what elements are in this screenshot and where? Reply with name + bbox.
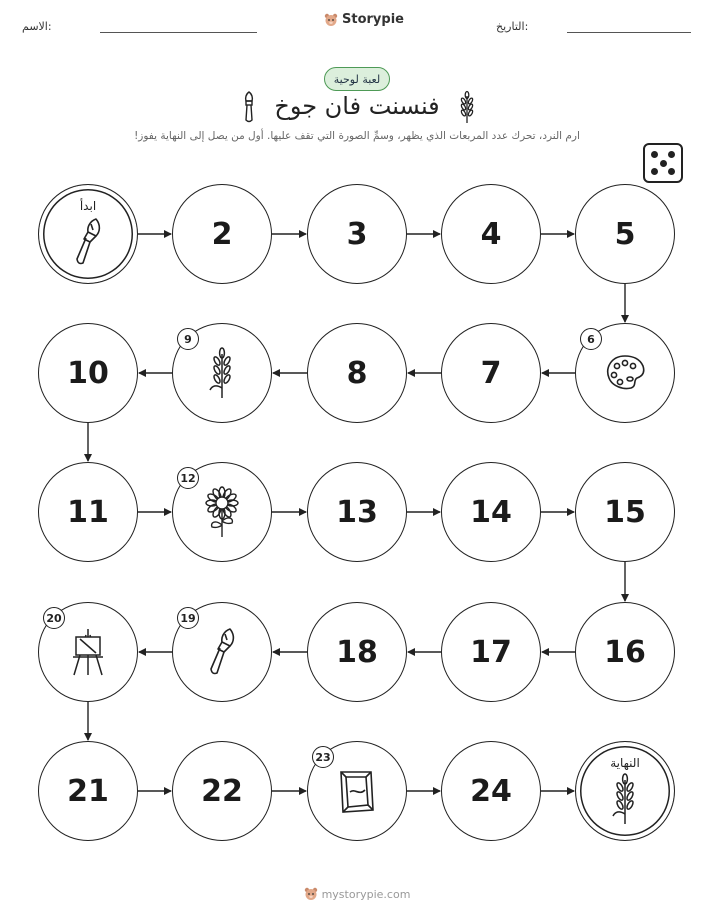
cell-number: 22 xyxy=(201,773,243,809)
cell-badge: 19 xyxy=(177,607,199,629)
instructions: ارم النرد، تحرك عدد المربعات الذي يظهر، وسمِّ الصورة التي تقف عليها. أول من يصل إلى النهاية يفوز! xyxy=(134,130,580,142)
cell-number: 2 xyxy=(211,216,233,252)
board-cell-15[interactable] xyxy=(575,462,675,562)
board-cell-11[interactable] xyxy=(38,462,138,562)
cell-number: 8 xyxy=(346,355,368,391)
cell-number: 4 xyxy=(480,216,502,252)
board-cell-20[interactable] xyxy=(38,602,138,702)
palette-icon xyxy=(603,346,647,400)
board-cell-23[interactable] xyxy=(307,741,407,841)
cell-number: 11 xyxy=(67,494,109,530)
cell-badge: 9 xyxy=(177,328,199,350)
wheat-icon xyxy=(200,346,244,400)
start-cell[interactable] xyxy=(38,184,138,284)
cell-badge: 23 xyxy=(312,746,334,768)
canvas-frame-icon xyxy=(335,764,379,818)
cell-number: 17 xyxy=(470,634,512,670)
page-title: فنسنت فان جوخ xyxy=(274,92,440,120)
board-cell-21[interactable] xyxy=(38,741,138,841)
paintbrush-icon xyxy=(66,215,110,269)
cell-number: 16 xyxy=(604,634,646,670)
cell-number: 7 xyxy=(480,355,502,391)
board-cell-14[interactable] xyxy=(441,462,541,562)
cell-badge: 6 xyxy=(580,328,602,350)
wheat-icon xyxy=(603,772,647,826)
cell-badge: 12 xyxy=(177,467,199,489)
board-cell-22[interactable] xyxy=(172,741,272,841)
easel-icon xyxy=(66,625,110,679)
cell-label: النهاية xyxy=(610,756,640,770)
paintbrush-icon xyxy=(200,625,244,679)
board-cell-3[interactable] xyxy=(307,184,407,284)
board-cell-8[interactable] xyxy=(307,323,407,423)
cell-badge: 20 xyxy=(43,607,65,629)
cell-number: 14 xyxy=(470,494,512,530)
board-cell-7[interactable] xyxy=(441,323,541,423)
cell-number: 21 xyxy=(67,773,109,809)
board-cell-19[interactable] xyxy=(172,602,272,702)
cell-number: 15 xyxy=(604,494,646,530)
board-cell-12[interactable] xyxy=(172,462,272,562)
cell-number: 18 xyxy=(336,634,378,670)
board-cell-10[interactable] xyxy=(38,323,138,423)
board-cell-16[interactable] xyxy=(575,602,675,702)
cell-label: ابدأ xyxy=(79,199,97,213)
board-cell-2[interactable] xyxy=(172,184,272,284)
board-cell-6[interactable] xyxy=(575,323,675,423)
cell-number: 24 xyxy=(470,773,512,809)
board-cell-24[interactable] xyxy=(441,741,541,841)
bear-logo-icon xyxy=(304,887,318,901)
finish-cell[interactable] xyxy=(575,741,675,841)
cell-number: 13 xyxy=(336,494,378,530)
board-cell-17[interactable] xyxy=(441,602,541,702)
board-cell-5[interactable] xyxy=(575,184,675,284)
board-cell-9[interactable] xyxy=(172,323,272,423)
footer xyxy=(0,887,714,901)
footer-url[interactable]: mystorypie.com xyxy=(321,887,411,901)
name-label: الاسم: xyxy=(22,20,52,33)
date-label: التاريخ: xyxy=(496,20,529,33)
cell-number: 3 xyxy=(346,216,368,252)
category-tag: لعبة لوحية xyxy=(324,67,390,91)
sunflower-icon xyxy=(200,485,244,539)
cell-number: 10 xyxy=(67,355,109,391)
brand-name: Storypie xyxy=(342,12,404,27)
cell-number: 5 xyxy=(614,216,636,252)
board-cell-18[interactable] xyxy=(307,602,407,702)
board-cell-13[interactable] xyxy=(307,462,407,562)
board-cell-4[interactable] xyxy=(441,184,541,284)
